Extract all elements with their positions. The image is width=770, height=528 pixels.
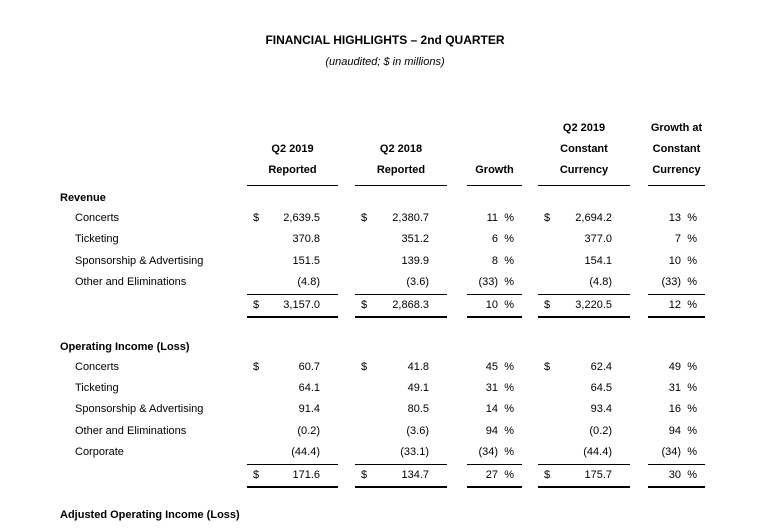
dollar-sign: $ — [361, 212, 368, 224]
total-q2-2019-cc: $ 3,220.5 — [538, 294, 630, 318]
growth-pct: 8 % — [467, 251, 522, 272]
total-q2-2019-cc: $ 175.7 — [538, 464, 630, 488]
dollar-sign: $ — [544, 360, 551, 373]
row-label: Sponsorship & Advertising — [75, 254, 204, 267]
total-q2-2018: $ 134.7 — [355, 464, 447, 488]
row-label: Corporate — [75, 446, 124, 459]
row-label: Ticketing — [75, 233, 119, 246]
dollar-sign: $ — [253, 212, 260, 224]
table-row — [60, 399, 705, 420]
growth-cc-pct: 94 % — [648, 421, 705, 442]
amount-q2-2019-cc: 64.5 — [590, 381, 612, 394]
growth-cc-pct: (33) % — [648, 272, 705, 293]
header-q2-2019-reported: Q2 2019 Reported — [247, 118, 338, 186]
total-q2-2018: $ 2,868.3 — [355, 294, 447, 318]
amount-q2-2018: 80.5 — [407, 403, 429, 416]
percent-sign: % — [504, 403, 514, 416]
percent-sign: % — [504, 254, 514, 267]
total-growth-cc-pct: 30 % — [648, 464, 705, 488]
growth-cc-pct: 49 % — [648, 357, 705, 378]
growth-cc-pct: 7 % — [648, 229, 705, 250]
section-header-revenue: Revenue — [60, 192, 106, 204]
percent-sign: % — [504, 360, 514, 373]
growth-pct: 94 % — [467, 421, 522, 442]
financial-highlights-table — [60, 118, 705, 528]
total-q2-2019: $ 3,157.0 — [247, 294, 338, 318]
total-row-operating-income — [60, 464, 705, 488]
growth-pct: 31 % — [467, 378, 522, 399]
amount-q2-2018: 351.2 — [401, 233, 429, 246]
growth-pct: (34) % — [467, 442, 522, 463]
amount-q2-2018: 49.1 — [407, 381, 429, 394]
page-subtitle: (unaudited; $ in millions) — [325, 56, 445, 68]
amount-q2-2019: 151.5 — [292, 254, 320, 267]
table-row — [60, 357, 705, 378]
percent-sign: % — [687, 254, 697, 267]
dollar-sign: $ — [544, 468, 551, 481]
total-growth-cc-pct: 12 % — [648, 294, 705, 318]
table-row — [60, 272, 705, 293]
section-header-adjusted-operating-income: Adjusted Operating Income (Loss) — [60, 508, 240, 521]
growth-pct: 45 % — [467, 357, 522, 378]
amount-q2-2019-cc: 377.0 — [584, 233, 612, 246]
table-row — [60, 208, 705, 229]
percent-sign: % — [687, 276, 697, 289]
growth-pct: (33) % — [467, 272, 522, 293]
amount-q2-2018: 139.9 — [401, 254, 429, 267]
percent-sign: % — [687, 468, 697, 481]
section-header-operating-income: Operating Income (Loss) — [60, 340, 190, 353]
row-label: Other and Eliminations — [75, 424, 187, 437]
percent-sign: % — [687, 381, 697, 394]
header-growth-constant-currency: Growth at Constant Currency — [648, 118, 705, 186]
table-header-row — [60, 118, 705, 186]
total-q2-2019: $ 171.6 — [247, 464, 338, 488]
percent-sign: % — [504, 381, 514, 394]
dollar-sign: $ — [544, 298, 551, 311]
row-label: Concerts — [75, 212, 120, 224]
table-row — [60, 229, 705, 250]
percent-sign: % — [687, 233, 697, 246]
total-growth-pct: 27 % — [467, 464, 522, 488]
amount-q2-2019: (44.4) — [291, 446, 320, 459]
amount-q2-2019: 91.4 — [298, 403, 320, 416]
table-row — [60, 421, 705, 442]
amount-q2-2019: $ 60.7 — [247, 357, 338, 378]
amount-q2-2019-cc: 154.1 — [584, 254, 612, 267]
row-label: Sponsorship & Advertising — [75, 403, 204, 416]
amount-q2-2019-cc: (0.2) — [589, 424, 612, 437]
header-q2-2019-constant-currency: Q2 2019 Constant Currency — [538, 118, 630, 186]
header-growth: Growth — [467, 118, 522, 186]
dollar-sign: $ — [361, 298, 368, 311]
dollar-sign: $ — [253, 468, 260, 481]
percent-sign: % — [687, 446, 697, 459]
total-growth-pct: 10 % — [467, 294, 522, 318]
amount-q2-2019-cc: (4.8) — [589, 276, 612, 289]
header-q2-2018-reported: Q2 2018 Reported — [355, 118, 447, 186]
growth-pct: 11 % — [467, 208, 522, 229]
amount-q2-2019: $ 2,639.5 — [247, 208, 338, 229]
growth-pct: 6 % — [467, 229, 522, 250]
table-row — [60, 251, 705, 272]
percent-sign: % — [504, 468, 514, 481]
percent-sign: % — [687, 360, 697, 373]
amount-q2-2019: 64.1 — [298, 381, 320, 394]
amount-q2-2019-cc: $ 2,694.2 — [538, 208, 630, 229]
percent-sign: % — [504, 298, 514, 311]
growth-pct: 14 % — [467, 399, 522, 420]
amount-q2-2018: (33.1) — [400, 446, 429, 459]
dollar-sign: $ — [253, 360, 260, 373]
percent-sign: % — [687, 424, 697, 437]
percent-sign: % — [687, 212, 697, 224]
percent-sign: % — [504, 233, 514, 246]
percent-sign: % — [504, 212, 514, 224]
growth-cc-pct: (34) % — [648, 442, 705, 463]
percent-sign: % — [504, 424, 514, 437]
row-label: Concerts — [75, 360, 120, 373]
amount-q2-2019-cc: (44.4) — [583, 446, 612, 459]
percent-sign: % — [504, 446, 514, 459]
amount-q2-2018: $ 41.8 — [355, 357, 447, 378]
growth-cc-pct: 31 % — [648, 378, 705, 399]
amount-q2-2018: (3.6) — [406, 424, 429, 437]
row-label: Other and Eliminations — [75, 276, 187, 289]
amount-q2-2019: (4.8) — [297, 276, 320, 289]
total-row-revenue — [60, 294, 705, 318]
percent-sign: % — [687, 298, 697, 311]
dollar-sign: $ — [361, 360, 368, 373]
growth-cc-pct: 10 % — [648, 251, 705, 272]
amount-q2-2019: 370.8 — [292, 233, 320, 246]
amount-q2-2018: $ 2,380.7 — [355, 208, 447, 229]
dollar-sign: $ — [361, 468, 368, 481]
table-row — [60, 378, 705, 399]
amount-q2-2019-cc: $ 62.4 — [538, 357, 630, 378]
amount-q2-2019-cc: 93.4 — [590, 403, 612, 416]
header-label-spacer — [60, 118, 247, 186]
amount-q2-2018: (3.6) — [406, 276, 429, 289]
percent-sign: % — [687, 403, 697, 416]
page-title: FINANCIAL HIGHLIGHTS – 2nd QUARTER — [265, 33, 505, 47]
row-label: Ticketing — [75, 381, 119, 394]
dollar-sign: $ — [544, 212, 551, 224]
dollar-sign: $ — [253, 298, 260, 311]
growth-cc-pct: 13 % — [648, 208, 705, 229]
amount-q2-2019: (0.2) — [297, 424, 320, 437]
table-row — [60, 442, 705, 463]
growth-cc-pct: 16 % — [648, 399, 705, 420]
percent-sign: % — [504, 276, 514, 289]
